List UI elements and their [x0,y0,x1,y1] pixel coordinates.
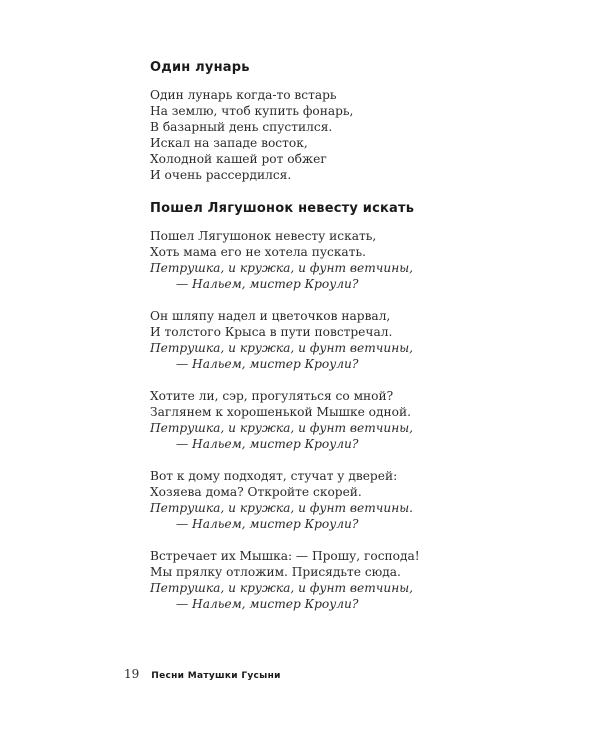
refrain-line: — Нальем, мистер Кроули? [176,357,359,371]
poem-line: Мы прялку отложим. Присядьте сюда. [150,565,401,579]
poem-one-stanza [150,87,450,183]
refrain-line: Петрушка, и кружка, и фунт ветчины, [150,341,414,355]
poem-two-stanza-3 [150,388,470,452]
poem-one [150,60,450,183]
refrain-line: — Нальем, мистер Кроули? [176,597,359,611]
refrain-line: Петрушка, и кружка, и фунт ветчины. [150,501,414,515]
refrain-line: — Нальем, мистер Кроули? [176,437,359,451]
poem-line: Хозяева дома? Откройте скорей. [150,485,362,499]
poem-two-stanza-4 [150,468,470,532]
poem-two [150,201,470,612]
poem-two-stanza-5 [150,548,470,612]
poem-line: Хотите ли, сэр, прогуляться со мной? [150,389,394,403]
refrain-line: Петрушка, и кружка, и фунт ветчины, [150,421,414,435]
poem-line: Пошел Лягушонок невесту искать, [150,229,377,243]
poem-line: Вот к дому подходят, стучат у дверей: [150,469,398,483]
poem-one-title: Один лунарь [150,60,250,75]
refrain-line: Петрушка, и кружка, и фунт ветчины, [150,581,414,595]
page-number: 19 [124,667,140,681]
poem-line: И очень рассердился. [150,168,292,182]
poem-line: Холодной кашей рот обжег [150,152,327,166]
refrain-line: — Нальем, мистер Кроули? [176,277,359,291]
poem-two-stanza-2 [150,308,470,372]
refrain-line: Петрушка, и кружка, и фунт ветчины, [150,261,414,275]
page-footer [124,667,281,681]
poem-line: Заглянем к хорошенькой Мышке одной. [150,405,411,419]
poem-line: Встречает их Мышка: — Прошу, господа! [150,549,420,563]
poem-two-title: Пошел Лягушонок невесту искать [150,201,415,216]
refrain-line: — Нальем, мистер Кроули? [176,517,359,531]
poem-line: Хоть мама его не хотела пускать. [150,245,366,259]
poem-line: В базарный день спустился. [150,120,333,134]
poem-line: И толстого Крыса в пути повстречал. [150,325,393,339]
poem-line: Искал на западе восток, [150,136,308,150]
running-title: Песни Матушки Гусыни [151,671,281,681]
poem-line: Он шляпу надел и цветочков нарвал, [150,309,391,323]
poem-two-stanza-1 [150,228,470,292]
poem-line: На землю, чтоб купить фонарь, [150,104,354,118]
poem-line: Один лунарь когда-то встарь [150,88,337,102]
